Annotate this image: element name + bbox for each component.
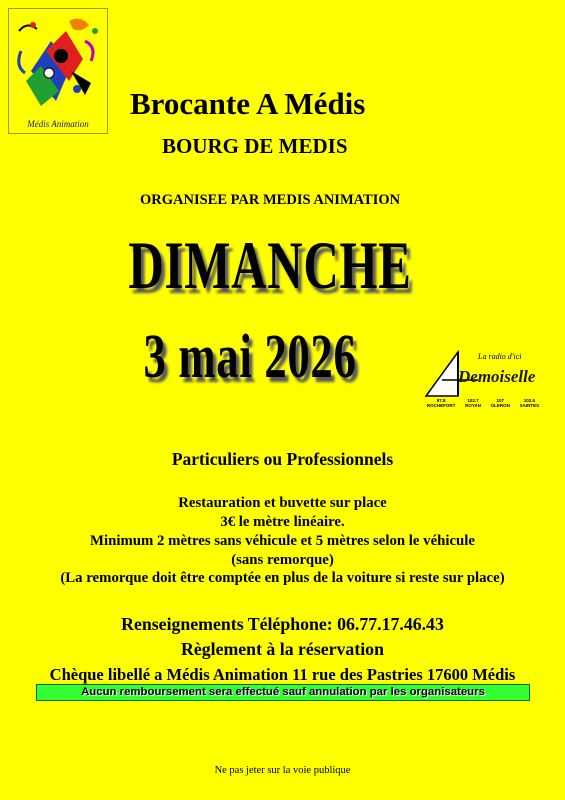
radio-tagline: La radio d'ici xyxy=(478,352,522,361)
cheque-line: Chèque libellé a Médis Animation 11 rue des Pastries 17600 Médis xyxy=(49,665,516,684)
detail-line: (La remorque doit être comptée en plus de la voiture si reste sur place) xyxy=(60,570,505,586)
radio-frequency-item: 102.5 SAINTES xyxy=(519,398,540,408)
audience-line: Particuliers ou Professionnels xyxy=(171,449,394,469)
radio-frequency-item: 102.7 ROYAN xyxy=(465,398,481,408)
event-location: BOURG DE MEDIS xyxy=(162,134,348,158)
detail-line: (sans remorque) xyxy=(231,552,334,568)
logo-caption: Médis Animation xyxy=(27,119,89,129)
radio-name: Demoiselle xyxy=(458,367,536,386)
refund-notice: Aucun remboursement sera effectué sauf annulation par les organisateurs xyxy=(81,686,485,698)
refund-notice-box xyxy=(36,684,530,701)
organizer-line: ORGANISEE PAR MEDIS ANIMATION xyxy=(140,192,401,208)
carnival-mask-icon xyxy=(11,11,105,111)
payment-line: Règlement à la réservation xyxy=(181,639,384,659)
detail-line: 3€ le mètre linéaire. xyxy=(220,514,345,530)
radio-demoiselle-logo xyxy=(422,350,544,416)
radio-frequency-item: 107 OLERON xyxy=(490,398,510,408)
detail-line: Restauration et buvette sur place xyxy=(178,495,387,511)
phone-line: Renseignements Téléphone: 06.77.17.46.43 xyxy=(121,614,444,634)
footer-note: Ne pas jeter sur la voie publique xyxy=(214,765,351,776)
medis-animation-logo xyxy=(8,8,108,134)
event-day: DIMANCHE xyxy=(128,227,412,303)
detail-line: Minimum 2 mètres sans véhicule et 5 mètres selon le véhicule xyxy=(90,533,475,549)
radio-frequency-item: 97.8 ROCHEFORT xyxy=(426,398,456,408)
event-date: 3 mai 2026 xyxy=(143,323,357,391)
radio-frequencies xyxy=(422,398,544,408)
event-title: Brocante A Médis xyxy=(130,86,366,121)
